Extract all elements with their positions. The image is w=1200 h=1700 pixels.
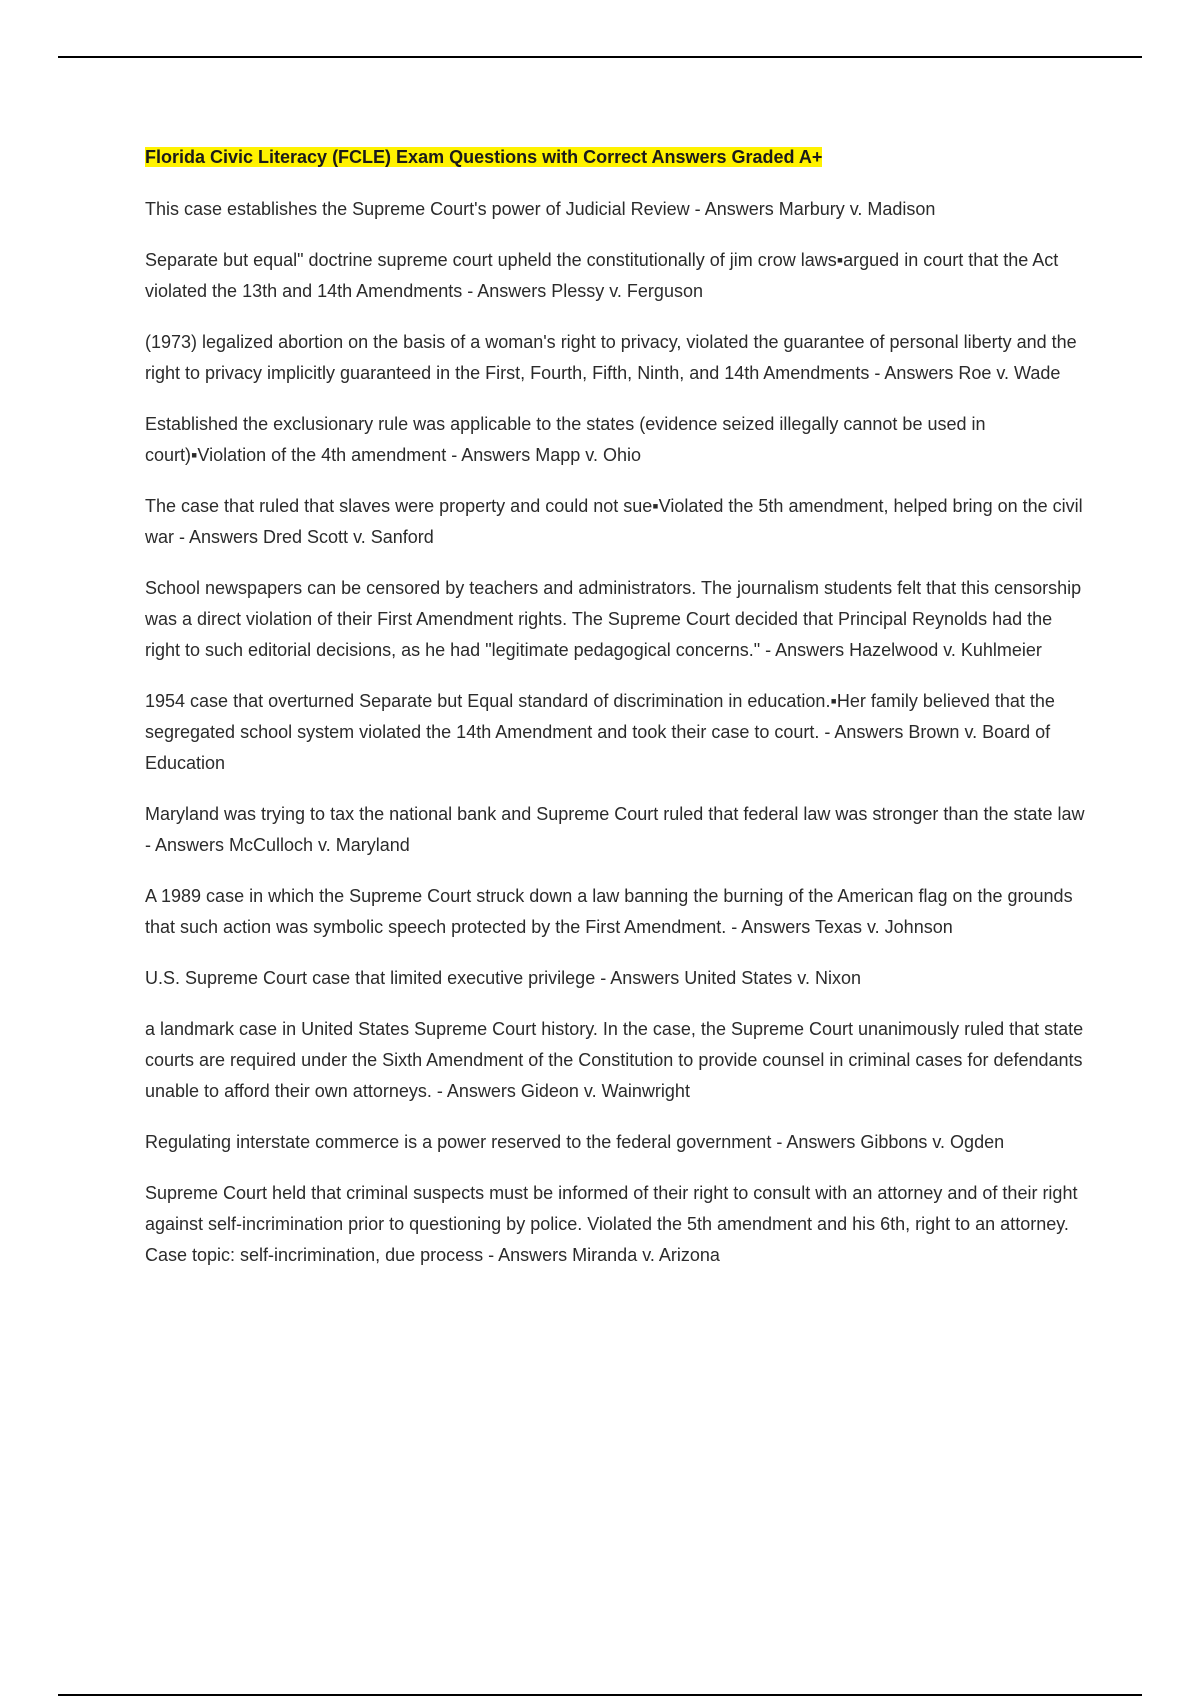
qa-item: The case that ruled that slaves were property and could not sue▪Violated the 5th amendment, helped bring on the civil war - Answers Dred Scott v. Sanford [145,496,1083,547]
qa-item: a landmark case in United States Supreme Court history. In the case, the Supreme Court unanimously ruled that state courts are required under the Sixth Amendment of the Constitution to provide counsel in criminal cases for defendants unable to afford their own attorneys. - Answers Gideon v. Wainwright [145,1019,1084,1101]
qa-item: Regulating interstate commerce is a power reserved to the federal government - Answers Gibbons v. Ogden [145,1132,1005,1152]
qa-item: Separate but equal" doctrine supreme court upheld the constitutionally of jim crow laws▪argued in court that the Act violated the 13th and 14th Amendments - Answers Plessy v. Ferguson [145,250,1059,301]
document-body [145,146,1090,1291]
title-line [145,146,1090,170]
header-rule [58,56,1142,58]
document-title: Florida Civic Literacy (FCLE) Exam Questions with Correct Answers Graded A+ [145,147,823,167]
qa-item: Maryland was trying to tax the national bank and Supreme Court ruled that federal law was stronger than the state law - Answers McCulloch v. Maryland [145,804,1085,855]
qa-item: Supreme Court held that criminal suspects must be informed of their right to consult with an attorney and of their right against self-incrimination prior to questioning by police. Violated the 5th amendment and his 6th, right to an attorney. Case topic: self-incrimination, due process - Answers Miranda v. Arizona [145,1183,1078,1265]
qa-item: 1954 case that overturned Separate but Equal standard of discrimination in education.▪Her family believed that the segregated school system violated the 14th Amendment and took their case to court. - Answers Brown v. Board of Education [145,691,1055,773]
qa-item: School newspapers can be censored by teachers and administrators. The journalism students felt that this censorship was a direct violation of their First Amendment rights. The Supreme Court decided that Principal Reynolds had the right to such editorial decisions, as he had "legitimate pedagogical concerns." - Answers Hazelwood v. Kuhlmeier [145,578,1082,660]
qa-item: Established the exclusionary rule was applicable to the states (evidence seized illegally cannot be used in court)▪Violation of the 4th amendment - Answers Mapp v. Ohio [145,414,986,465]
qa-item: (1973) legalized abortion on the basis of a woman's right to privacy, violated the guarantee of personal liberty and the right to privacy implicitly guaranteed in the First, Fourth, Fifth, Ninth, and 14th Amendments - Answers Roe v. Wade [145,332,1077,383]
qa-item: A 1989 case in which the Supreme Court struck down a law banning the burning of the American flag on the grounds that such action was symbolic speech protected by the First Amendment. - Answers Texas v. Johnson [145,886,1073,937]
qa-item: This case establishes the Supreme Court's power of Judicial Review - Answers Marbury v. Madison [145,199,936,219]
qa-item: U.S. Supreme Court case that limited executive privilege - Answers United States v. Nixon [145,968,861,988]
footer-rule [58,1694,1142,1696]
